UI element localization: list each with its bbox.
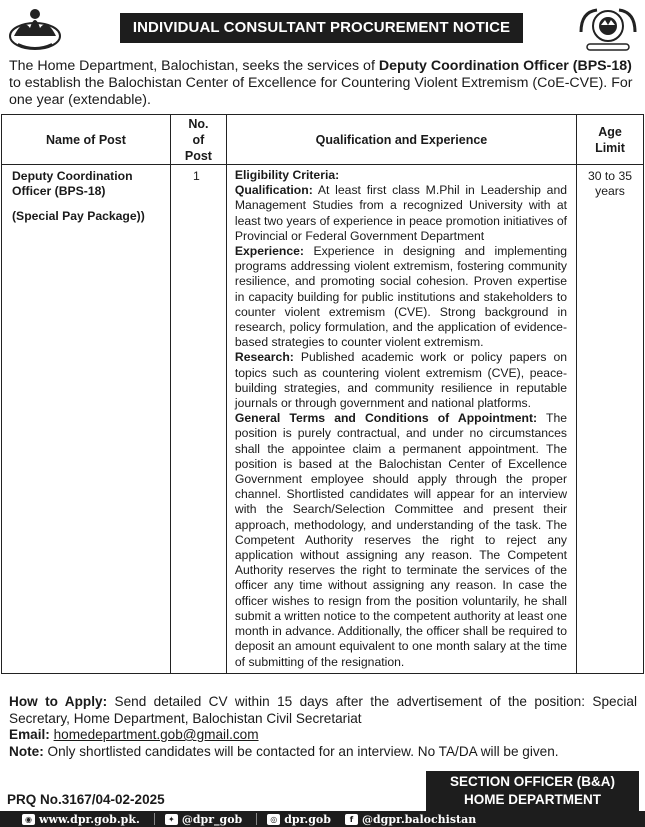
experience-block xyxy=(235,244,567,350)
signature-block xyxy=(426,771,639,811)
qualification-text: At least first class M.Phil in Leadership and Management Studies from a recognized University with at least two years of experience in peace promotion initiatives of Provincial or Federal Government Department xyxy=(234,183,568,243)
footer-divider xyxy=(154,813,155,825)
research-text: Published academic work or policy papers on topics such as countering violent extremism (CVE), peace-building strategies, and community resilience in reputable journals or through government and national platforms. xyxy=(234,350,568,411)
age-limit-cell xyxy=(577,165,644,674)
notice-title: INDIVIDUAL CONSULTANT PROCUREMENT NOTICE xyxy=(120,13,523,43)
experience-label: Experience: xyxy=(234,244,304,259)
research-label: Research: xyxy=(234,350,294,365)
intro-text-start: The Home Department, Balochistan, seeks the services of xyxy=(9,58,379,74)
balochistan-emblem-logo xyxy=(8,6,62,52)
experience-text: Experience in designing and implementing programs addressing violent extremism, fostering community resilience, and promoting social cohesion. Proven expertise in capacity building for public institutions and stakeholders to counter violent extremism (CVE). Strong background in research, policy formulation, and the application of evidence-based strategies to counter violent extremism. xyxy=(234,244,568,350)
how-to-apply-section xyxy=(9,694,637,760)
signature-department: HOME DEPARTMENT xyxy=(464,792,601,807)
footer-bar xyxy=(0,811,645,827)
spacer xyxy=(12,199,160,209)
globe-icon: ◉ xyxy=(22,814,35,825)
header-qualification: Qualification and Experience xyxy=(226,115,576,165)
note-text: Only shortlisted candidates will be contacted for an interview. No TA/DA will be given. xyxy=(43,743,559,759)
header-name-of-post: Name of Post xyxy=(2,115,171,165)
apply-text: Send detailed CV within 15 days after the advertisement of the position: Special Secretary, Home Department, Balochistan Civil Secretariat xyxy=(9,694,637,726)
no-of-posts-cell: 1 xyxy=(170,165,226,674)
note-label: Note: xyxy=(9,743,44,759)
email-link[interactable]: homedepartment.gob@gmail.com xyxy=(53,727,259,742)
footer-facebook-text: @dgpr.balochistan xyxy=(361,812,477,826)
post-name: Deputy Coordination Officer (BPS-18) xyxy=(12,169,133,199)
footer-website-text: www.dpr.gob.pk. xyxy=(39,812,140,826)
intro-post-title: Deputy Coordination Officer (BPS-18) xyxy=(378,58,632,74)
footer-twitter-text: @dpr_gob xyxy=(181,812,243,826)
header-age-limit-text: Age Limit xyxy=(595,124,625,155)
footer-twitter[interactable] xyxy=(165,813,242,826)
post-name-cell xyxy=(2,165,171,674)
twitter-icon: ✦ xyxy=(165,814,178,825)
terms-block xyxy=(235,411,567,669)
qualification-cell xyxy=(226,165,576,674)
pay-package: (Special Pay Package)) xyxy=(12,209,145,224)
table-header-row xyxy=(2,115,644,165)
header-no-of-post xyxy=(170,115,226,165)
header-age-limit xyxy=(577,115,644,165)
terms-label: General Terms and Conditions of Appointment: xyxy=(234,411,538,426)
email-label: Email: xyxy=(9,727,50,742)
eligibility-heading: Eligibility Criteria: xyxy=(234,168,340,182)
notice-header xyxy=(0,0,645,60)
prq-number: PRQ No.3167/04-02-2025 xyxy=(7,792,165,807)
qualification-label: Qualification: xyxy=(234,183,313,198)
table-row xyxy=(2,165,644,674)
age-limit-value: 30 to 35 years xyxy=(587,169,633,199)
email-line xyxy=(9,727,637,744)
footer-facebook[interactable] xyxy=(345,813,476,826)
signature-title: SECTION OFFICER (B&A) xyxy=(450,774,615,789)
facebook-icon: f xyxy=(345,814,358,825)
header-no-of-post-text: No. of Post xyxy=(184,116,212,163)
footer-divider xyxy=(256,813,257,825)
note-line xyxy=(9,744,637,761)
apply-instructions xyxy=(9,694,637,727)
research-block xyxy=(235,350,567,411)
government-crest-logo xyxy=(577,4,639,54)
footer-instagram[interactable] xyxy=(267,813,331,826)
footer-website[interactable] xyxy=(22,813,140,826)
intro-paragraph xyxy=(9,58,639,109)
apply-label: How to Apply: xyxy=(9,694,108,709)
post-details-table xyxy=(1,114,644,674)
terms-text: The position is purely contractual, and under no circumstances shall the appointee claim a permanent appointment. The position is based at the Balochistan Center of Excellence Government employee should apply through the proper channel. Shortlisted candidates will appear for an interview with the Search/Selection Committee and present their approach, methodology, and understanding of the task. The Competent Authority reserves the right to reject any application without assigning any reason. The Competent Authority reserves the right to terminate the services of the officer any time without assigning any reason. In case the officer wishes to resign from the position voluntarily, he shall submit a written notice to the competent authority at least one month in advance. Additionally, the officer shall be required to deposit an amount equivalent to one month salary at the time of submitting of the resignation. xyxy=(234,411,568,669)
footer-instagram-text: dpr.gob xyxy=(284,812,331,826)
qualification-block xyxy=(235,183,567,244)
intro-text-end: to establish the Balochistan Center of Excellence for Countering Violent Extremism (CoE-CVE). For one year (extendable). xyxy=(9,75,633,108)
instagram-icon: ◎ xyxy=(267,814,280,825)
